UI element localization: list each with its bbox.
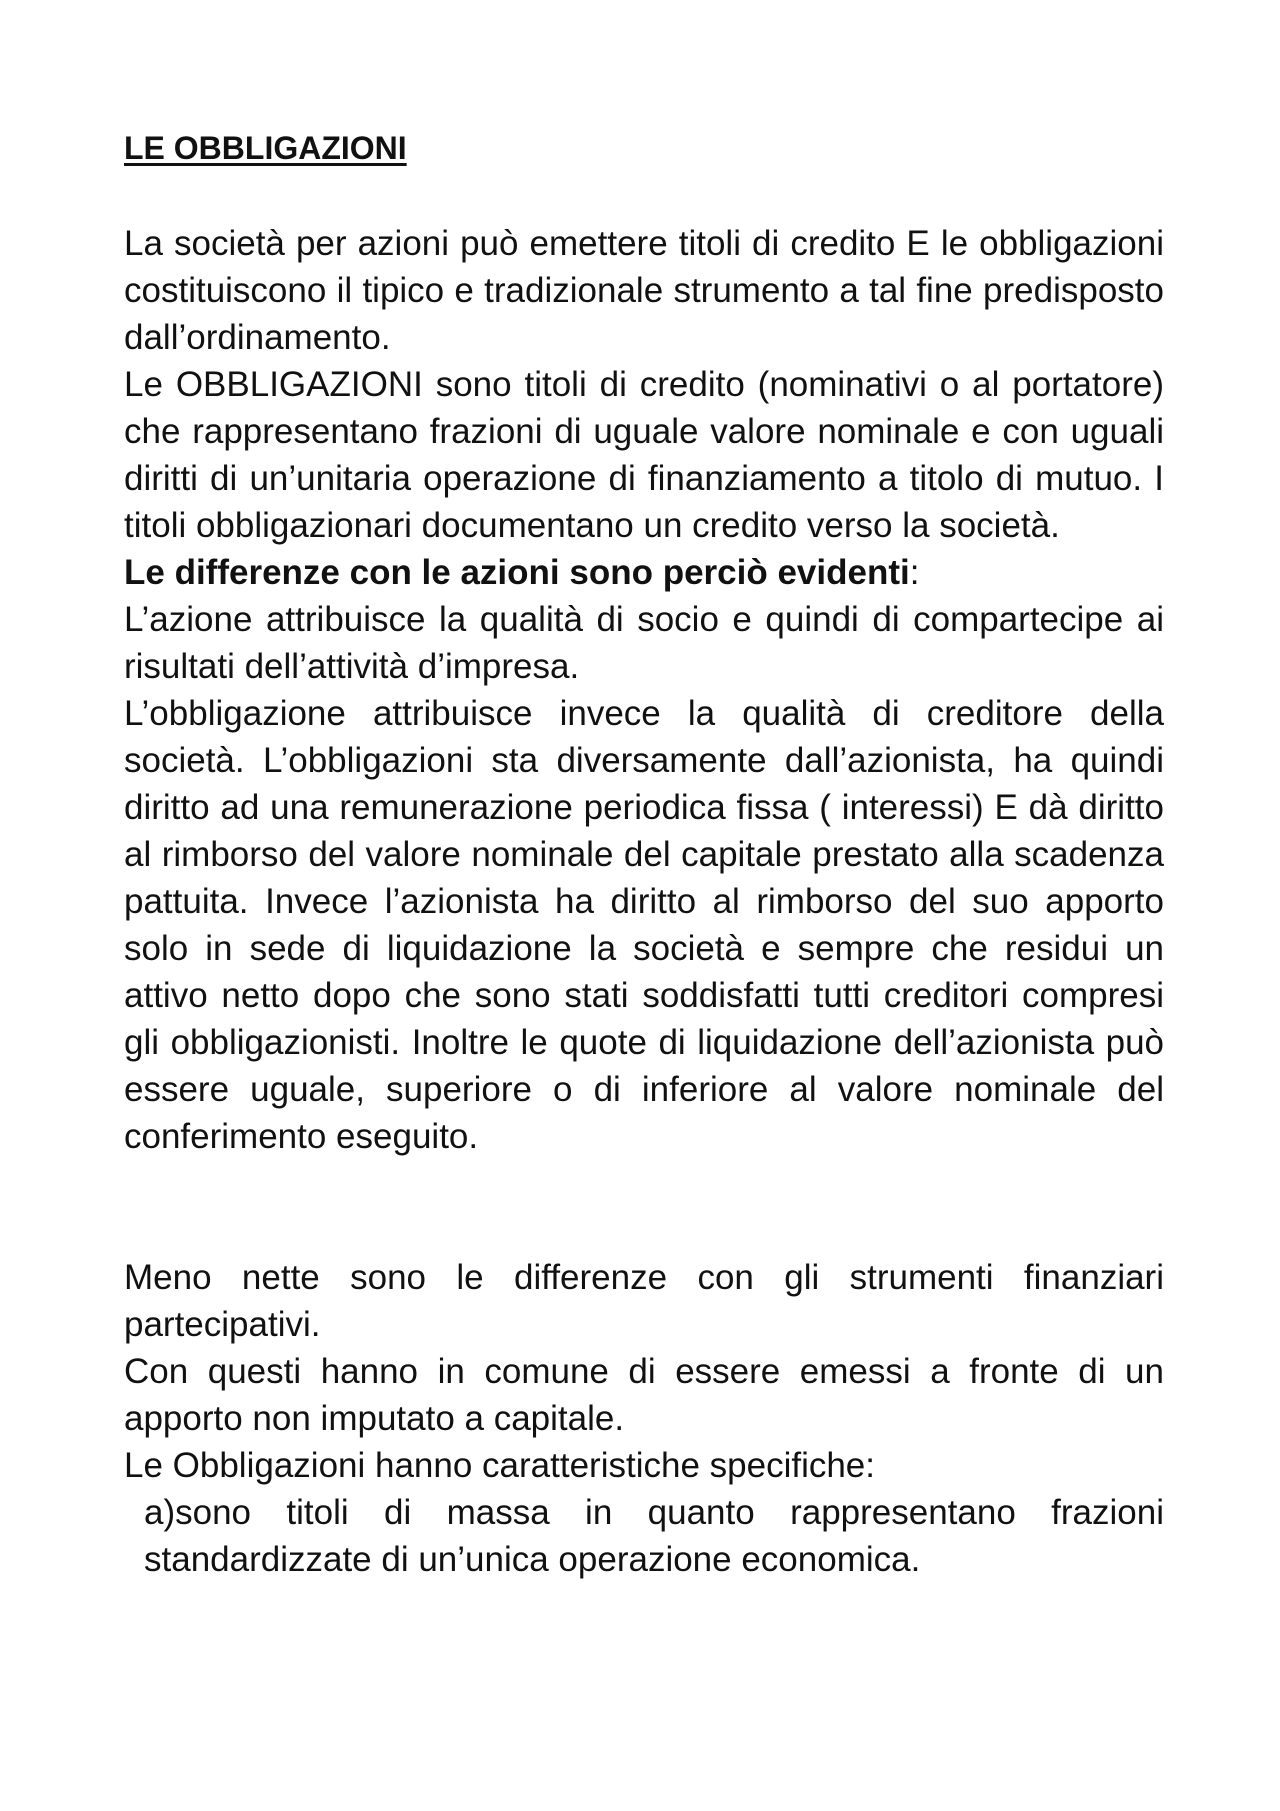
paragraph-obbligazione: L’obbligazione attribuisce invece la qualità di creditore della società. L’obbligazioni sta diversamente dall’azionista, ha quindi diritto ad una remunerazione periodica fissa ( interessi) E dà diritto al rimborso del valore nominale del capitale prestato alla scadenza pattuita. Invece l’azionista ha diritto al rimborso del suo apporto solo in sede di liquidazione la società e sempre che residui un attivo netto dopo che sono stati soddisfatti tutti creditori compresi gli obbligazionisti. Inoltre le quote di liquidazione dell’azionista può essere uguale, superiore o di inferiore al valore nominale del conferimento eseguito.: [124, 694, 1164, 1156]
paragraph-differences-heading: [124, 549, 1164, 596]
differences-heading-colon: :: [909, 553, 920, 592]
spacer: [124, 1160, 1164, 1254]
paragraph-in-comune: Con questi hanno in comune di essere emessi a fronte di un apporto non imputato a capitale.: [124, 1352, 1164, 1438]
paragraph-strumenti-finanziari: Meno nette sono le differenze con gli strumenti finanziari partecipativi.: [124, 1258, 1164, 1344]
paragraph-intro: La società per azioni può emettere titoli di credito E le obbligazioni costituiscono il tipico e tradizionale strumento a tal fine predisposto dall’ordinamento.: [124, 224, 1164, 357]
paragraph-item-a: a)sono titoli di massa in quanto rappresentano frazioni standardizzate di un’unica operazione economica.: [144, 1493, 1164, 1579]
differences-heading-bold: Le differenze con le azioni sono perciò evidenti: [124, 553, 910, 592]
paragraph-caratteristiche: Le Obbligazioni hanno caratteristiche specifiche:: [124, 1446, 875, 1485]
paragraph-definition: Le OBBLIGAZIONI sono titoli di credito (nominativi o al portatore) che rappresentano frazioni di uguale valore nominale e con uguali diritti di un’unitaria operazione di finanziamento a titolo di mutuo. I titoli obbligazionari documentano un credito verso la società.: [124, 365, 1164, 545]
document-title: LE OBBLIGAZIONI: [124, 130, 407, 166]
paragraph-azione: L’azione attribuisce la qualità di socio e quindi di compartecipe ai risultati dell’attività d’impresa.: [124, 600, 1164, 686]
document-page: [124, 128, 1164, 1583]
